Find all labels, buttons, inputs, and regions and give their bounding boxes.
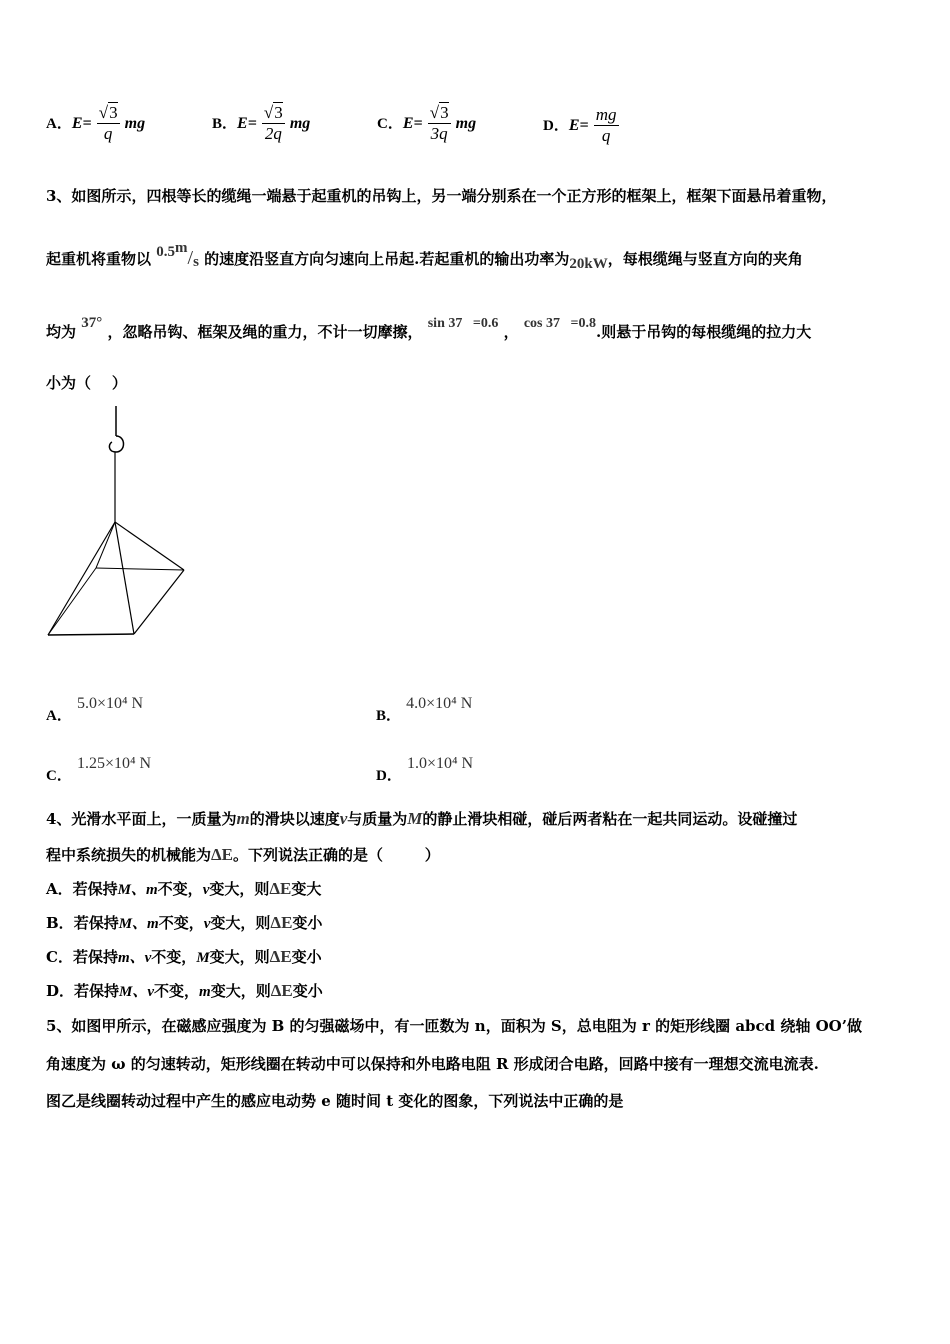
q3-line-2: 起重机将重物以 0.5m/s 的速度沿竖直方向匀速向上吊起.若起重机的输出功率为20kW，每根缆绳与竖直方向的夹角: [46, 240, 803, 272]
q4-option-b[interactable]: B．若保持M、m不变，v变大，则ΔE变小: [46, 913, 323, 932]
rope-front: [115, 522, 134, 634]
q2-option-a[interactable]: A．E= $\frac{√3}{q}$ mg: [46, 103, 146, 143]
q2-option-c-fraction: $\frac{√3}{3q}$: [429, 103, 449, 143]
q3-line-3: 均为 37° ，忽略吊钩、框架及绳的重力，不计一切摩擦， sin 37 =0.6 ， cos 37 =0.8.则悬于吊钩的每根缆绳的拉力大: [46, 315, 812, 341]
q4-line-1: 4、光滑水平面上，一质量为m的滑块以速度v与质量为M的静止滑块相碰，碰后两者粘在一起共同运动。设碰撞过: [46, 809, 798, 828]
q2-option-b[interactable]: B．E= $\frac{√3}{2q}$ mg: [212, 103, 311, 143]
q4-line-2: 程中系统损失的机械能为ΔE。下列说法正确的是（ ）: [46, 845, 440, 864]
q2-option-c[interactable]: C．E= $\frac{√3}{3q}$ mg: [377, 103, 477, 143]
q3-option-b[interactable]: B． 4.0×10⁴ N: [376, 695, 473, 724]
q2-option-b-fraction: $\frac{√3}{2q}$: [263, 103, 283, 143]
q4-option-c[interactable]: C．若保持m、v不变，M变大，则ΔE变小: [46, 947, 322, 966]
rope-back: [96, 522, 115, 568]
rope-right: [115, 522, 184, 570]
q5-line-3: 图乙是线圈转动过程中产生的感应电动势 e 随时间 t 变化的图象，下列说法中正确的是: [46, 1092, 624, 1110]
q3-line-4: 小为（ ）: [46, 374, 127, 392]
frame-edge-3: [134, 570, 184, 634]
q3-option-c[interactable]: C． 1.25×10⁴ N: [46, 755, 152, 784]
q4-option-d[interactable]: D．若保持M、v不变，m变大，则ΔE变小: [46, 981, 323, 1000]
q3-option-a[interactable]: A． 5.0×10⁴ N: [46, 695, 144, 724]
q3-line-1: 3、如图所示，四根等长的缆绳一端悬于起重机的吊钩上，另一端分别系在一个正方形的框架上，框架下面悬吊着重物，: [46, 187, 837, 205]
q2-option-a-fraction: $\frac{√3}{q}$: [98, 103, 118, 143]
q5-line-2: 角速度为 ω 的匀速转动，矩形线圈在转动中可以保持和外电路电阻 R 形成闭合电路，回路中接有一理想交流电流表.: [46, 1055, 819, 1073]
rope-left: [48, 522, 115, 635]
q3-option-d[interactable]: D． 1.0×10⁴ N: [376, 755, 474, 784]
q4-option-a[interactable]: A．若保持M、m不变，v变大，则ΔE变大: [46, 879, 322, 898]
q2-option-d[interactable]: D．E= $\frac{mg}{q}$: [543, 105, 617, 145]
hook-curve: [109, 436, 123, 452]
frame-edge-2: [48, 568, 96, 635]
crane-hook-figure: [40, 400, 200, 650]
frame-edge-1: [96, 568, 184, 570]
frame-edge-4: [48, 634, 134, 635]
q2-option-d-fraction: $\frac{mg}{q}$: [595, 105, 617, 145]
q5-line-1: 5、如图甲所示，在磁感应强度为 B 的匀强磁场中，有一匝数为 n，面积为 S，总电阻为 r 的矩形线圈 abcd 绕轴 OO’做: [46, 1017, 862, 1035]
